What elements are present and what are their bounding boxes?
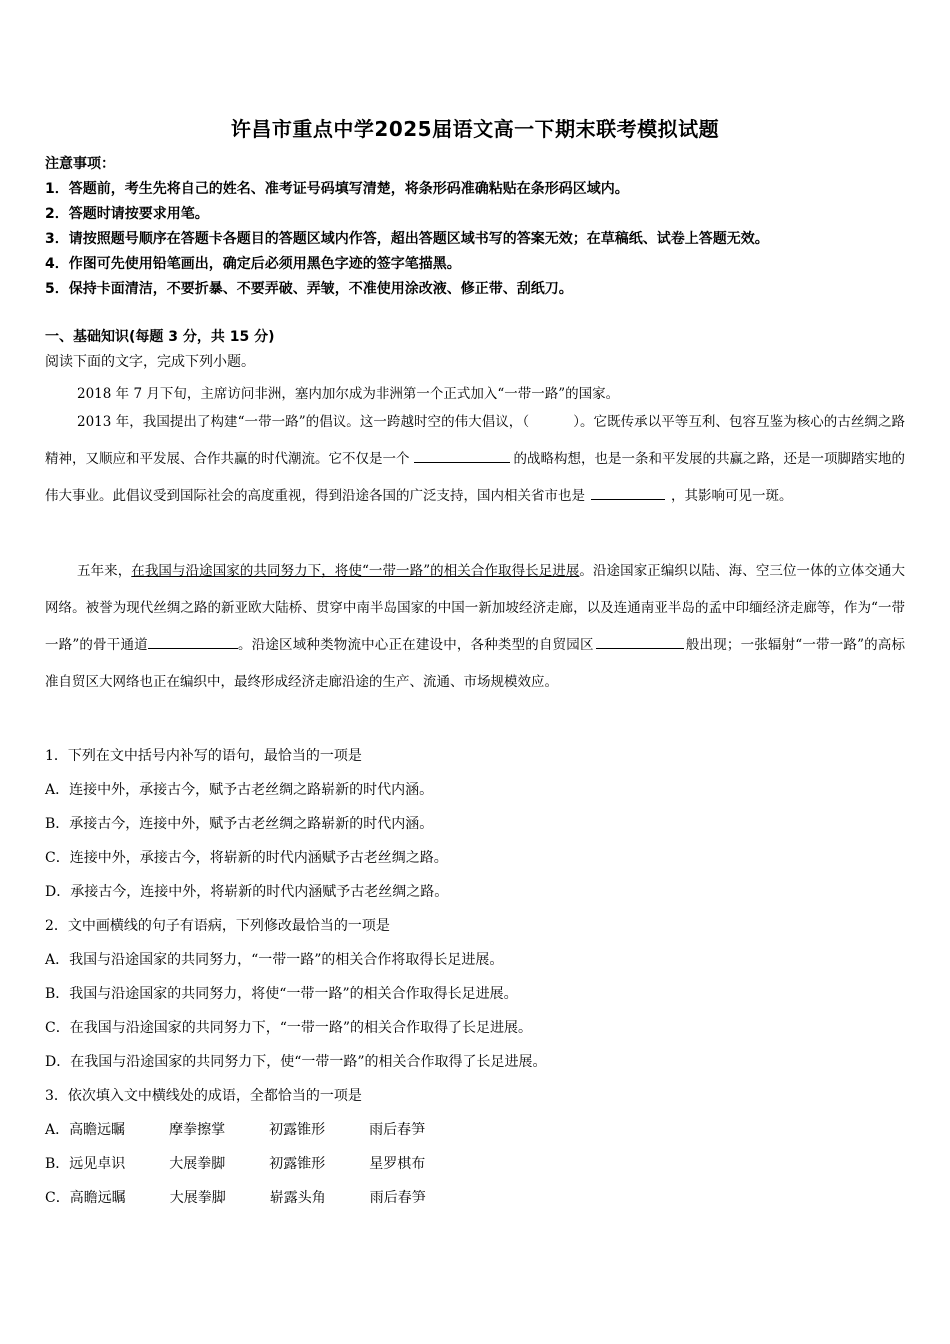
page-title: 许昌市重点中学2025届语文高一下期末联考模拟试题	[230, 117, 720, 141]
notes-heading: 注意事项：	[45, 156, 115, 172]
question-2-option-d: D．在我国与沿途国家的共同努力下，使“一带一路”的相关合作取得了长足进展。	[45, 1054, 547, 1070]
question-3-option-c: C．高瞻远瞩 大展拳脚 崭露头角 雨后春笋	[45, 1190, 426, 1206]
fill-blank-1	[414, 448, 510, 463]
question-2-option-a: A．我国与沿途国家的共同努力，“一带一路”的相关合作将取得长足进展。	[45, 952, 504, 968]
question-3-option-a: A．高瞻远瞩 摩拳擦掌 初露锥形 雨后春笋	[45, 1122, 426, 1138]
question-1-option-c: C．连接中外，承接古今，将崭新的时代内涵赋予古老丝绸之路。	[45, 850, 448, 866]
fill-blank-3	[148, 634, 238, 649]
question-1-option-a: A．连接中外，承接古今，赋予古老丝绸之路崭新的时代内涵。	[45, 782, 434, 798]
question-2-stem: 2．文中画横线的句子有语病，下列修改最恰当的一项是	[45, 918, 390, 934]
notes-item: 3．请按照题号顺序在答题卡各题目的答题区域内作答，超出答题区域书写的答案无效；在草稿纸、试卷上答题无效。	[45, 231, 769, 247]
notes-item: 2．答题时请按要求用笔。	[45, 206, 209, 222]
passage-paragraph-1: 2018 年 7 月下旬，主席访问非洲，塞内加尔成为非洲第一个正式加入“一带一路”的国家。	[77, 386, 620, 402]
underlined-sentence: 在我国与沿途国家的共同努力下，将使“一带一路”的相关合作取得长足进展	[131, 563, 580, 579]
question-2-option-c: C．在我国与沿途国家的共同努力下，“一带一路”的相关合作取得了长足进展。	[45, 1020, 533, 1036]
notes-item: 1．答题前，考生先将自己的姓名、准考证号码填写清楚，将条形码准确粘贴在条形码区域内。	[45, 181, 629, 197]
notes-item: 4．作图可先使用铅笔画出，确定后必须用黑色字迹的签字笔描黑。	[45, 256, 461, 272]
fill-blank-2	[591, 485, 665, 500]
question-1-option-b: B．承接古今，连接中外，赋予古老丝绸之路崭新的时代内涵。	[45, 816, 434, 832]
section-heading: 一、基础知识(每题 3 分，共 15 分)	[45, 329, 275, 345]
question-2-option-b: B．我国与沿途国家的共同努力，将使“一带一路”的相关合作取得长足进展。	[45, 986, 518, 1002]
notes-item: 5．保持卡面清洁，不要折暴、不要弄破、弄皱，不准使用涂改液、修正带、刮纸刀。	[45, 281, 573, 297]
passage-paragraph-3: 五年来，在我国与沿途国家的共同努力下，将使“一带一路”的相关合作取得长足进展。沿途国家正编织以陆、海、空三位一体的立体交通大网络。被誉为现代丝绸之路的新亚欧大陆桥、贯穿中南半岛国家的中国一新加坡经济走廊，以及连通南亚半岛的孟中印缅经济走廊等，作为“一带一路”的骨干通道 。沿途区域种类物流中心正在建设中，各种类型的自贸园区 般出现；一张辐射“一带一路”的高标准自贸区大网络也正在编织中，最终形成经济走廊沿途的生产、流通、市场规模效应。	[45, 563, 906, 690]
question-3-option-b: B．远见卓识 大展拳脚 初露锥形 星罗棋布	[45, 1156, 426, 1172]
fill-blank-4	[596, 634, 684, 649]
question-1-option-d: D．承接古今，连接中外，将崭新的时代内涵赋予古老丝绸之路。	[45, 884, 449, 900]
question-3-stem: 3．依次填入文中横线处的成语，全都恰当的一项是	[45, 1088, 362, 1104]
notes-block	[45, 152, 915, 302]
section-instruction: 阅读下面的文字，完成下列小题。	[45, 354, 255, 370]
passage-paragraph-2: 2013 年，我国提出了构建“一带一路”的倡议。这一跨越时空的伟大倡议，（ ）。它既传承以平等互利、包容互鉴为核心的古丝绸之路精神，又顺应和平发展、合作共赢的时代潮流。它不仅是一个 的战略构想，也是一条和平发展的共赢之路，还是一项脚踏实地的伟大事业。此倡议受到国际社会的高度重视，得到沿途各国的广泛支持，国内相关省市也是 ，其影响可见一斑。	[45, 414, 906, 504]
question-1-stem: 1．下列在文中括号内补写的语句，最恰当的一项是	[45, 748, 362, 764]
